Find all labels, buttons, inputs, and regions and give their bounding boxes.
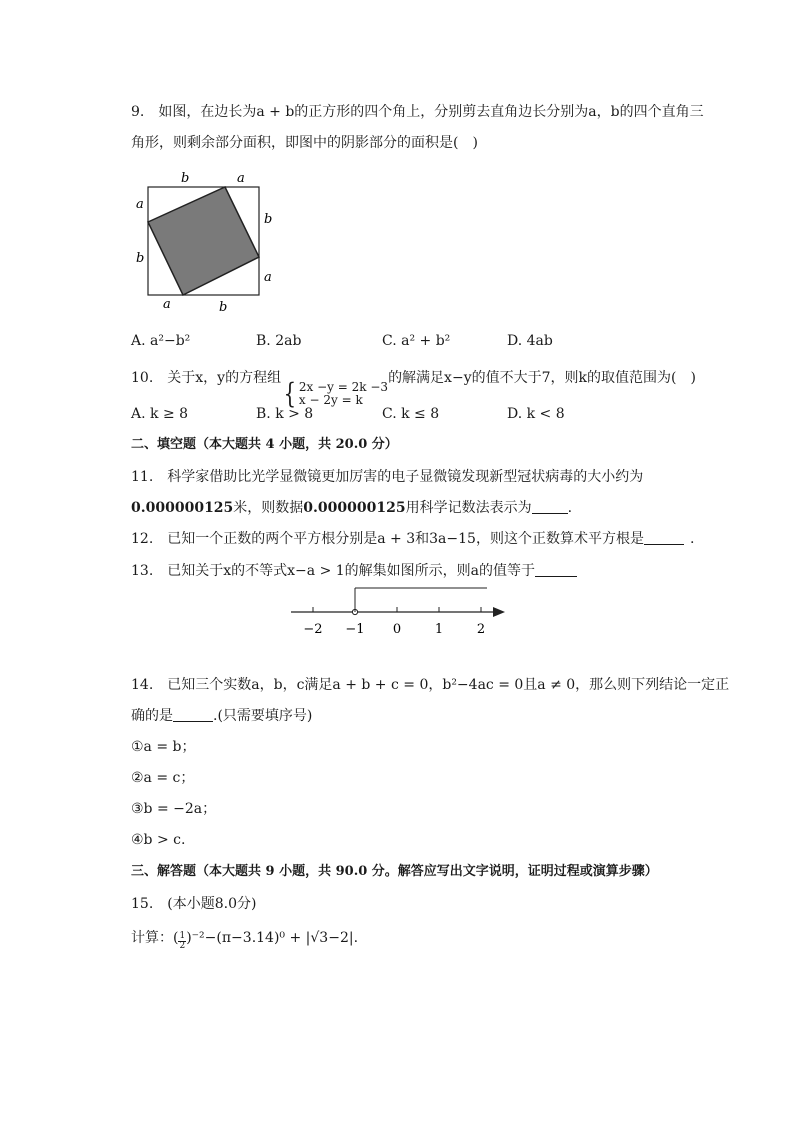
q14-line1: 14. 已知三个实数a，b，c满足a + b + c = 0，b²−4ac = 0且a ≠ 0，那么则下列结论一定正 — [131, 677, 730, 693]
q15-prefix: 计算：( — [131, 930, 179, 946]
q11-tail: . — [567, 500, 573, 516]
q9-option-c: C. a² + b² — [382, 333, 451, 349]
q13-answer-blank[interactable] — [535, 562, 577, 577]
q15-rest: )⁻²−(π−3.14)⁰ + |√3−2|. — [186, 930, 359, 946]
label-left-b: b — [136, 251, 145, 266]
label-top-b: b — [181, 171, 190, 186]
section3-heading: 三、解答题（本大题共 9 小题，共 90.0 分。解答应写出文字说明，证明过程或演算步骤） — [131, 864, 658, 879]
q11-number: 0.000000125 — [131, 500, 234, 516]
q11-mid: 米，则数据 — [233, 500, 304, 516]
q10-eq1: 2x −y = 2k −3 — [298, 380, 389, 394]
q9-line1: 9. 如图，在边长为a + b的正方形的四个角上，分别剪去直角边长分别为a，b的四个直角三 — [131, 104, 704, 120]
q10-line — [131, 368, 696, 410]
q10-option-d: D. k < 8 — [507, 406, 565, 422]
q14-pre: 确的是 — [131, 708, 173, 724]
q10-suffix: 的解满足x−y的值不大于7，则k的取值范围为( ) — [388, 370, 696, 386]
tick-label: 1 — [434, 622, 444, 637]
q14-item-3: ③b = −2a； — [131, 801, 217, 817]
q12-answer-blank[interactable] — [644, 530, 684, 545]
q15-fraction: $\frac{1}{2}$ — [179, 931, 186, 951]
section2-heading: 二、填空题（本大题共 4 小题，共 20.0 分） — [131, 437, 398, 452]
q9-line2: 角形，则剩余部分面积，即图中的阴影部分的面积是( ) — [131, 135, 478, 151]
q10-option-a: A. k ≥ 8 — [131, 406, 189, 422]
tick-label: 2 — [476, 622, 486, 637]
shaded-square — [148, 187, 259, 295]
label-right-b: b — [264, 212, 273, 227]
q14-line2 — [131, 706, 312, 726]
q11-line1: 11. 科学家借助比光学显微镜更加厉害的电子显微镜发现新型冠状病毒的大小约为 — [131, 469, 644, 485]
q15-title: 15. (本小题8.0分) — [131, 896, 257, 912]
q11-line2 — [131, 498, 572, 518]
q11-end: 用科学记数法表示为 — [405, 500, 532, 516]
q11-answer-blank[interactable] — [532, 499, 568, 514]
tick-label: −1 — [345, 622, 365, 637]
tick-label: 0 — [392, 622, 402, 637]
q10-option-b: B. k > 8 — [256, 406, 314, 422]
q14-post: .(只需要填序号) — [213, 708, 313, 724]
label-bottom-b: b — [219, 300, 228, 315]
q9-option-b: B. 2ab — [256, 333, 302, 349]
q13-text: 13. 已知关于x的不等式x−a > 1的解集如图所示，则a的值等于 — [131, 563, 536, 579]
q10-option-c: C. k ≤ 8 — [382, 406, 440, 422]
q14-item-1: ①a = b； — [131, 739, 196, 755]
q11-number2: 0.000000125 — [303, 500, 406, 516]
q9-option-d: D. 4ab — [507, 333, 553, 349]
q9-option-a: A. a²−b² — [131, 333, 191, 349]
q12-tail: . — [689, 531, 695, 547]
q13-line — [131, 561, 577, 581]
q14-item-4: ④b > c. — [131, 832, 186, 848]
label-right-a: a — [264, 270, 272, 285]
q9-figure — [131, 168, 281, 316]
label-top-a: a — [237, 171, 245, 186]
q15-calc — [131, 928, 358, 951]
q10-eq2: x − 2y = k — [298, 393, 363, 407]
label-bottom-a: a — [163, 297, 171, 312]
q14-item-2: ②a = c； — [131, 770, 195, 786]
axis-arrow — [493, 607, 505, 617]
q14-answer-blank[interactable] — [173, 707, 213, 722]
q10-prefix: 10. 关于x，y的方程组 — [131, 370, 282, 386]
q13-number-line — [285, 580, 510, 642]
tick-label: −2 — [303, 622, 323, 637]
label-left-a: a — [136, 197, 144, 212]
q12-line — [131, 529, 694, 549]
q12-text: 12. 已知一个正数的两个平方根分别是a + 3和3a−15，则这个正数算术平方根是 — [131, 531, 644, 547]
q10-system: { 2x −y = 2k −3 x − 2y = k — [283, 377, 389, 410]
